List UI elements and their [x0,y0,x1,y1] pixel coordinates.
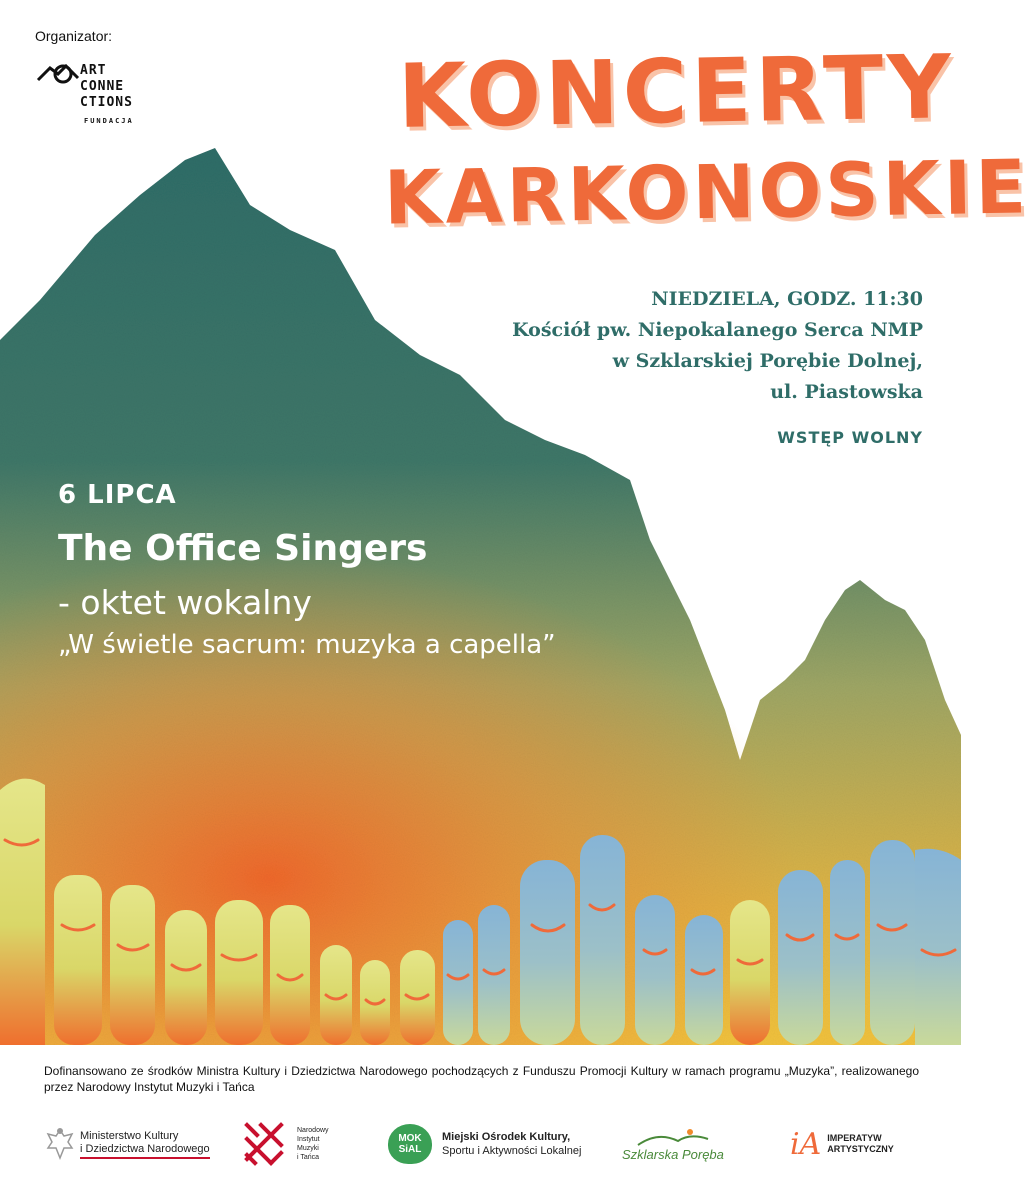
eagle-emblem-icon [44,1126,76,1162]
mok-line2: Sportu i Aktywności Lokalnej [442,1145,582,1157]
mok-line1: Miejski Ośrodek Kultury, [442,1131,571,1143]
funding-note: Dofinansowano ze środków Ministra Kultury i Dziedzictwa Narodowego pochodzących z Funduszu Promocji Kultury w ramach programu „Muzyka”, realizowanego przez Narodowy Instytut Muzyki i Tańca [44,1064,919,1094]
concert-date: 6 LIPCA [58,480,177,510]
free-entry: WSTĘP WOLNY [777,428,923,447]
concert-artist: The Office Singers [58,528,428,569]
ministry-line1: Ministerstwo Kultury [80,1129,179,1142]
nimit-line4: i Tańca [297,1154,320,1161]
imperatyw-line2: ARTYSTYCZNY [827,1144,894,1154]
event-street: ul. Piastowska [770,381,923,403]
logo-line-conne: CONNE [80,79,125,94]
art-connections-logo [36,60,186,135]
title-koncerty: KONCERTY [397,35,956,148]
sponsor-nimit [243,1118,329,1170]
event-day-time: NIEDZIELA, GODZ. 11:30 [651,288,923,310]
szklarska-mountain-icon [628,1127,718,1147]
title-karkonoskie: KARKONOSKIE [383,144,1031,242]
organizer-label: Organizator: [35,28,113,44]
logo-line-ctions: CTIONS [80,95,133,110]
sponsor-mok [388,1118,581,1170]
sponsor-szklarska [622,1118,724,1170]
szklarska-label: Szklarska Poręba [622,1146,724,1162]
event-venue-line1: Kościół pw. Niepokalanego Serca NMP [512,319,923,341]
imperatyw-mark: iA [790,1126,822,1162]
nimit-line2: Instytut [297,1136,320,1143]
mok-badge-line2: SiAL [398,1144,422,1155]
mountain-logo-icon [36,60,80,90]
nimit-logo-icon [243,1121,285,1167]
logo-line-fundacja: FUNDACJA [84,117,134,125]
concert-program: „W świetle sacrum: muzyka a capella” [58,630,556,660]
mok-badge [388,1124,432,1164]
sponsor-ministry [44,1118,210,1170]
imperatyw-line1: IMPERATYW [827,1133,882,1143]
logo-line-art: ART [80,63,107,78]
concert-subtitle: - oktet wokalny [58,583,312,622]
sponsor-imperatyw [790,1118,894,1170]
ministry-line2: i Dziedzictwa Narodowego [80,1142,210,1155]
event-venue-line2: w Szklarskiej Porębie Dolnej, [612,350,923,372]
nimit-line1: Narodowy [297,1127,329,1134]
event-info [512,284,923,408]
nimit-line3: Muzyki [297,1145,319,1152]
mok-badge-line1: MOK [398,1133,422,1144]
